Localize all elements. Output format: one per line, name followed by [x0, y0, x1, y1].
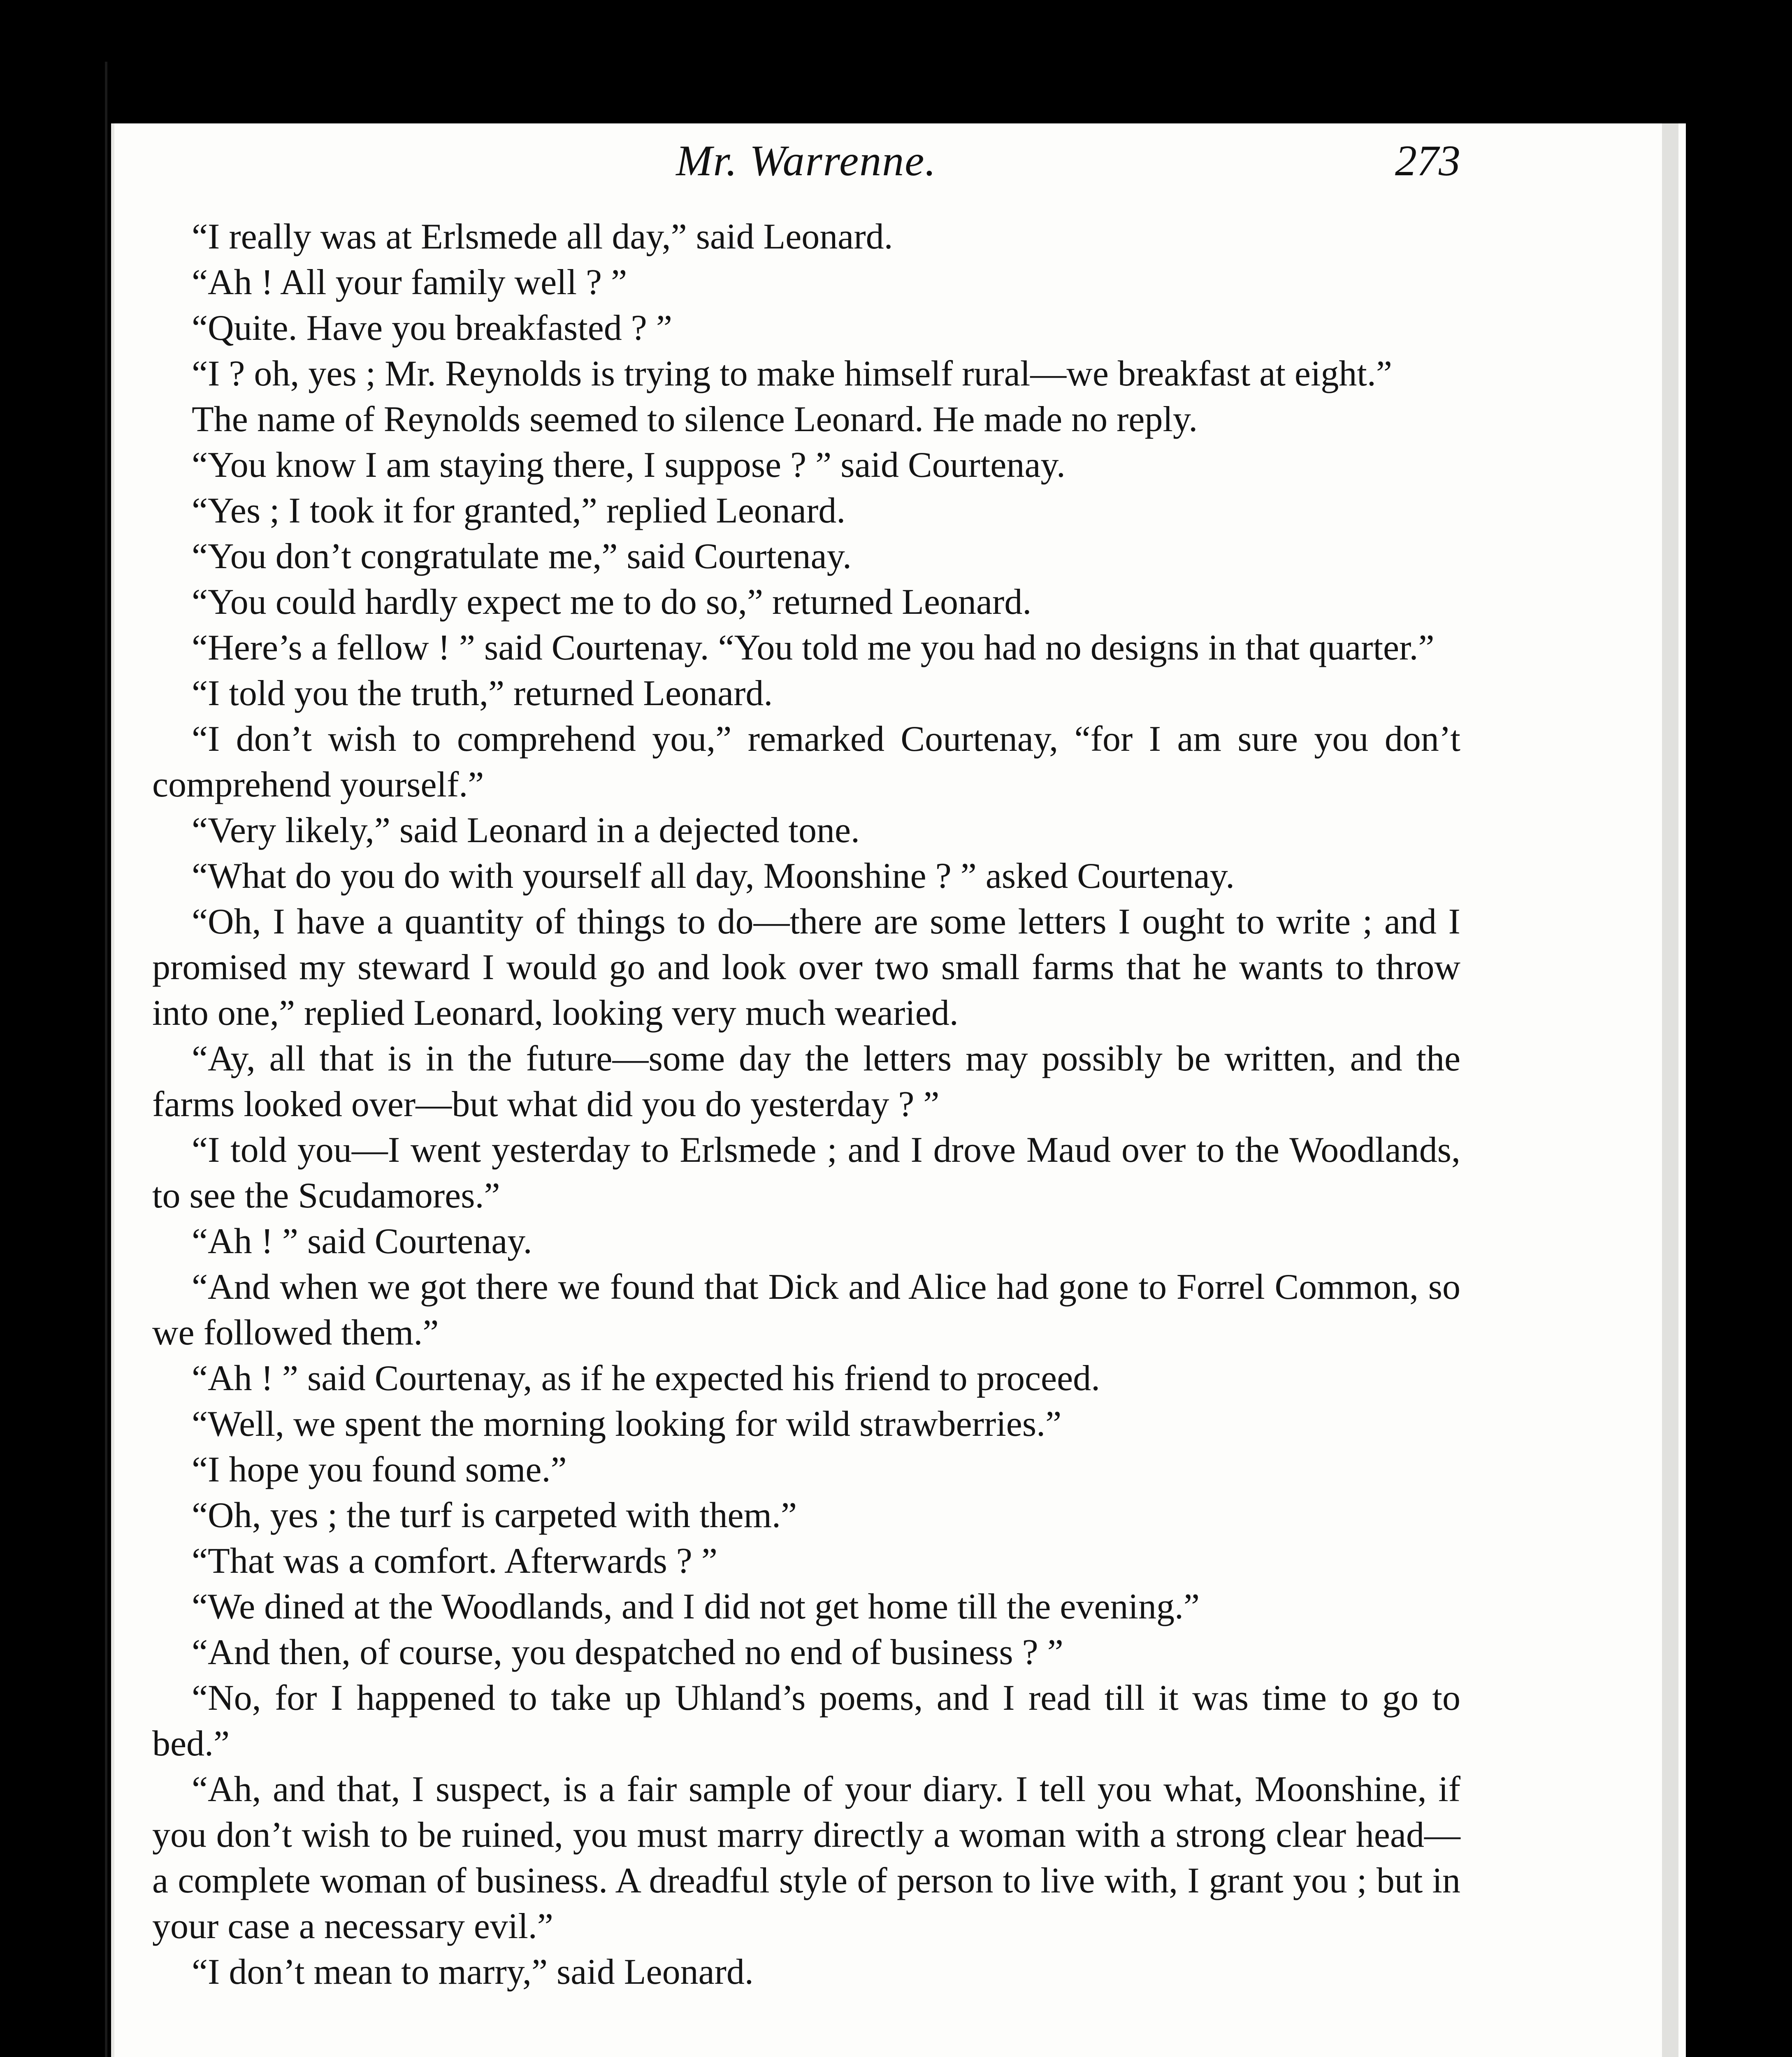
paragraph: “I don’t mean to marry,” said Leonard. — [192, 1952, 754, 1992]
paragraph: “I told you—I went yesterday to Erlsmede ; and I drove Maud over to the Woodlands, to see the Scudamores.” — [152, 1130, 1460, 1216]
paragraph: “You know I am staying there, I suppose ? ” said Courtenay. — [192, 445, 1065, 485]
paragraph: “We dined at the Woodlands, and I did not get home till the evening.” — [192, 1587, 1200, 1627]
paragraph: “Oh, I have a quantity of things to do—there are some letters I ought to write ; and I promised my steward I would go and look over two small farms that he wants to throw into one,” replied Leonard, looking very much wearied. — [152, 902, 1460, 1033]
paragraph: “Oh, yes ; the turf is carpeted with them.” — [192, 1495, 797, 1535]
paragraph: “I ? oh, yes ; Mr. Reynolds is trying to make himself rural—we breakfast at eight.” — [192, 354, 1392, 394]
paragraph: The name of Reynolds seemed to silence Leonard. He made no reply. — [192, 399, 1198, 439]
paragraph: “Very likely,” said Leonard in a dejected tone. — [192, 810, 860, 850]
page-number: 273 — [1395, 137, 1460, 185]
body-text — [152, 214, 1460, 1995]
paragraph: “No, for I happened to take up Uhland’s poems, and I read till it was time to go to bed.” — [152, 1678, 1460, 1764]
paragraph: “And then, of course, you despatched no end of business ? ” — [192, 1632, 1063, 1672]
paragraph: “Ah ! ” said Courtenay. — [192, 1221, 532, 1261]
paragraph: “That was a comfort. Afterwards ? ” — [192, 1541, 717, 1581]
paragraph: “Ah ! All your family well ? ” — [192, 262, 627, 302]
running-title: Mr. Warrenne. — [676, 137, 937, 185]
paragraph: “And when we got there we found that Dick and Alice had gone to Forrel Common, so we followed them.” — [152, 1267, 1460, 1353]
paragraph: “What do you do with yourself all day, Moonshine ? ” asked Courtenay. — [192, 856, 1235, 896]
page-edge-shadow — [1662, 123, 1678, 2057]
paragraph: “I don’t wish to comprehend you,” remarked Courtenay, “for I am sure you don’t comprehend yourself.” — [152, 719, 1460, 805]
paragraph: “I hope you found some.” — [192, 1450, 567, 1490]
paragraph: “Well, we spent the morning looking for wild strawberries.” — [192, 1404, 1062, 1444]
paragraph: “Quite. Have you breakfasted ? ” — [192, 308, 672, 348]
paragraph: “Ah ! ” said Courtenay, as if he expected his friend to proceed. — [192, 1358, 1100, 1398]
paragraph: “You could hardly expect me to do so,” returned Leonard. — [192, 582, 1032, 622]
binding-edge — [105, 62, 107, 2057]
paragraph: “Yes ; I took it for granted,” replied Leonard. — [192, 491, 846, 531]
paragraph: “I told you the truth,” returned Leonard. — [192, 673, 773, 713]
paragraph: “I really was at Erlsmede all day,” said Leonard. — [192, 217, 893, 257]
paragraph: “Ah, and that, I suspect, is a fair sample of your diary. I tell you what, Moonshine, if you don’t wish to be ruined, you must marry directly a woman with a strong clear head—a complete woman of business. A dreadful style of person to live with, I grant you ; but in your case a necessary evil.” — [152, 1769, 1460, 1946]
paragraph: “Here’s a fellow ! ” said Courtenay. “You told me you had no designs in that quarter.” — [192, 628, 1435, 668]
paragraph: “Ay, all that is in the future—some day the letters may possibly be written, and the farms looked over—but what did you do yesterday ? ” — [152, 1039, 1460, 1124]
paragraph: “You don’t congratulate me,” said Courtenay. — [192, 536, 852, 576]
page-header — [152, 136, 1460, 210]
